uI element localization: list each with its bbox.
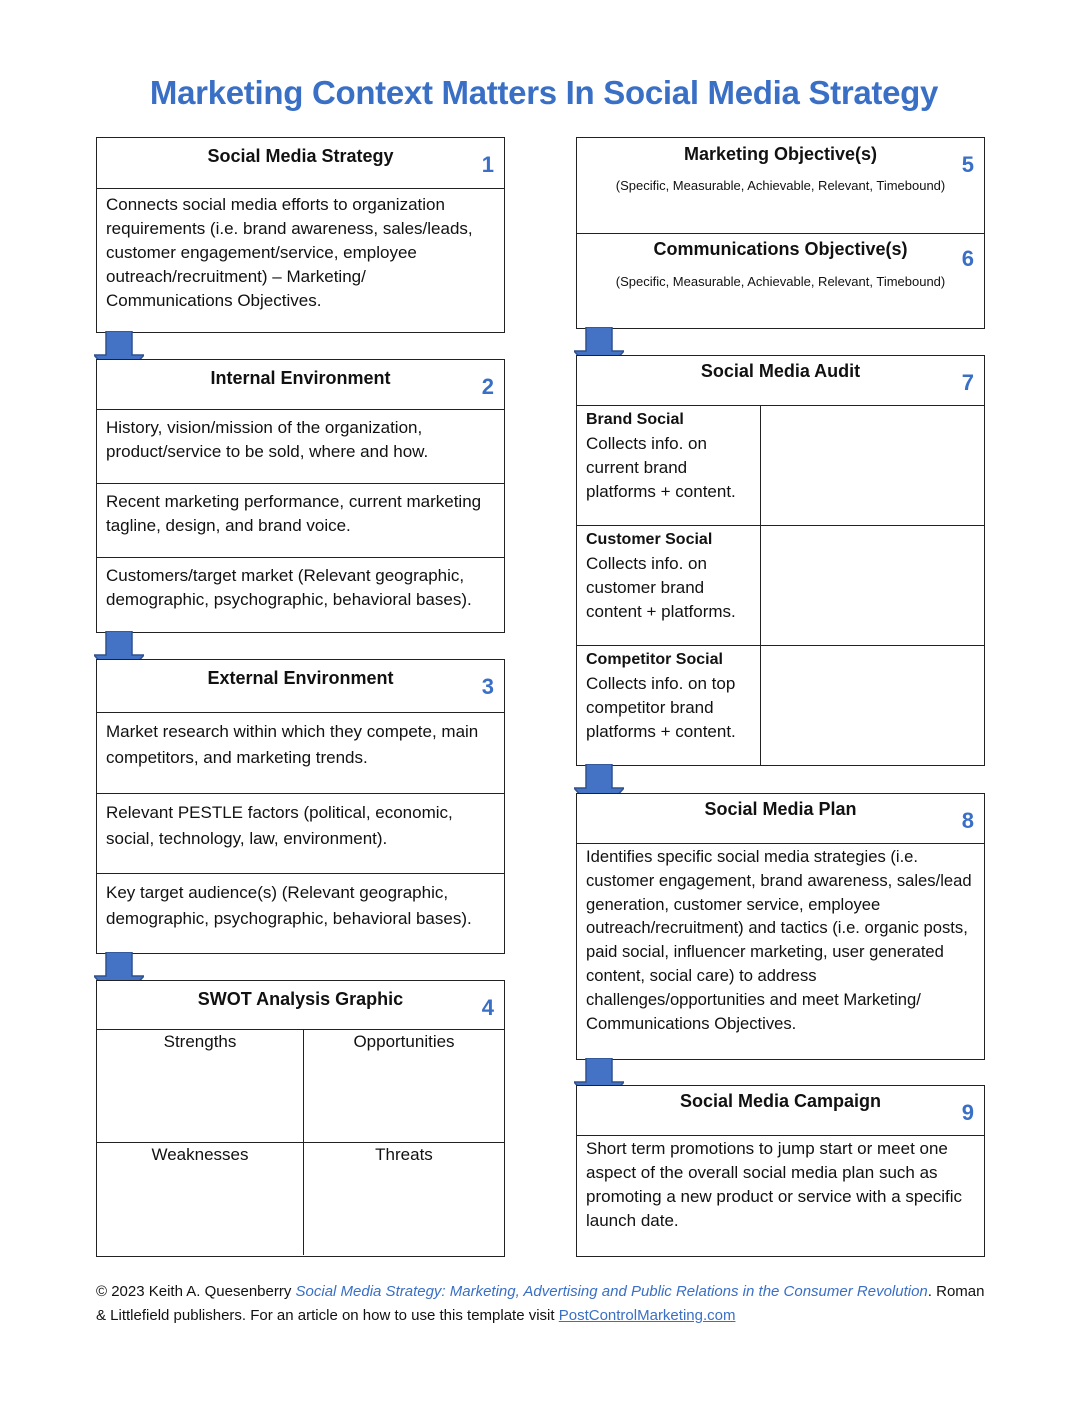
box-heading: SWOT Analysis Graphic (197, 989, 404, 1009)
page-title: Marketing Context Matters In Social Media Strategy (149, 74, 939, 111)
internal-environment-box (96, 359, 505, 633)
footer-publisher: . Roman & Littlefield publishers. For an article on how to use this template visit (96, 1283, 985, 1324)
objectives-box (576, 137, 985, 329)
audit-customer-notes (761, 526, 984, 646)
swot-opportunities: Opportunities (304, 1030, 504, 1143)
step-number: 3 (481, 674, 494, 699)
box-header (97, 138, 504, 189)
step-number: 6 (961, 246, 974, 271)
external-environment-box (96, 659, 505, 954)
swot-weaknesses: Weaknesses (97, 1143, 304, 1255)
box-header (97, 660, 504, 713)
footer-copyright: © 2023 Keith A. Quesenberry (96, 1283, 296, 1300)
marketing-objectives-section (577, 138, 984, 234)
book-title: Social Media Strategy: Marketing, Advertising and Public Relations in the Consumer Revolution (295, 1283, 928, 1300)
audit-text: Collects info. on customer brand content + platforms. (586, 554, 736, 621)
box-row: Market research within which they compete, main competitors, and marketing trends. (97, 713, 504, 794)
box-row: Recent marketing performance, current marketing tagline, design, and brand voice. (97, 484, 504, 558)
box-body: Identifies specific social media strategies (i.e. customer engagement, brand awareness, sales/lead generation, customer service, employee outreach/recruitment) and tactics (i.e. organic posts, paid social, influencer marketing, user generated content, social care) to address challenges/opportunities and meet Marketing/ Communications Objectives. (586, 847, 972, 1033)
box-header (97, 360, 504, 410)
swot-analysis-box (96, 980, 505, 1257)
step-number: 7 (961, 370, 974, 395)
audit-label: Brand Social (586, 411, 684, 428)
audit-grid (577, 406, 984, 765)
box-row: History, vision/mission of the organization, product/service to be sold, where and how. (97, 410, 504, 484)
box-row: Customers/target market (Relevant geographic, demographic, psychographic, behavioral bases). (106, 566, 472, 609)
social-media-campaign-box (576, 1085, 985, 1257)
box-heading: Internal Environment (210, 368, 391, 388)
step-number: 4 (481, 995, 494, 1020)
audit-brand-social (577, 406, 761, 526)
box-header (577, 794, 984, 844)
box-header (577, 356, 984, 406)
step-number: 2 (481, 374, 494, 399)
box-heading: Marketing Objective(s) (683, 144, 878, 164)
audit-label: Customer Social (586, 531, 713, 548)
communications-objectives-section (577, 234, 984, 328)
smart-subtitle: (Specific, Measurable, Achievable, Relevant, Timebound) (615, 178, 946, 193)
box-row: Relevant PESTLE factors (political, economic, social, technology, law, environment). (97, 794, 504, 874)
audit-competitor-social (577, 646, 761, 765)
social-media-audit-box (576, 355, 985, 766)
audit-customer-social (577, 526, 761, 646)
step-number: 5 (961, 152, 974, 177)
step-number: 9 (961, 1100, 974, 1125)
box-header (577, 1086, 984, 1136)
box-body: Short term promotions to jump start or meet one aspect of the overall social media plan such as promoting a new product or service with a specific launch date. (586, 1139, 963, 1230)
website-link[interactable]: PostControlMarketing.com (558, 1307, 736, 1324)
step-number: 8 (961, 808, 974, 833)
footer-credit (96, 1280, 996, 1328)
step-number: 1 (481, 152, 494, 177)
audit-competitor-notes (761, 646, 984, 765)
box-heading: Social Media Strategy (207, 146, 394, 166)
audit-text: Collects info. on current brand platforms + content. (586, 434, 736, 501)
swot-threats: Threats (375, 1145, 433, 1164)
audit-label: Competitor Social (586, 651, 723, 668)
social-media-strategy-box (96, 137, 505, 333)
box-heading: External Environment (207, 668, 394, 688)
swot-strengths: Strengths (97, 1030, 304, 1143)
box-body: Connects social media efforts to organization requirements (i.e. brand awareness, sales/leads, customer engagement/service, employee outreach/recruitment) – Marketing/ Communications Objectives. (106, 195, 473, 310)
smart-subtitle: (Specific, Measurable, Achievable, Relevant, Timebound) (615, 274, 946, 289)
box-heading: Social Media Campaign (679, 1091, 882, 1111)
box-heading: Social Media Audit (700, 361, 861, 381)
box-header (97, 981, 504, 1030)
audit-brand-notes (761, 406, 984, 526)
box-row: Key target audience(s) (Relevant geographic, demographic, psychographic, behavioral bases). (106, 883, 472, 928)
box-heading: Communications Objective(s) (653, 239, 908, 259)
social-media-plan-box (576, 793, 985, 1060)
swot-grid (97, 1030, 504, 1255)
audit-text: Collects info. on top competitor brand platforms + content. (586, 674, 736, 741)
box-heading: Social Media Plan (704, 799, 857, 819)
